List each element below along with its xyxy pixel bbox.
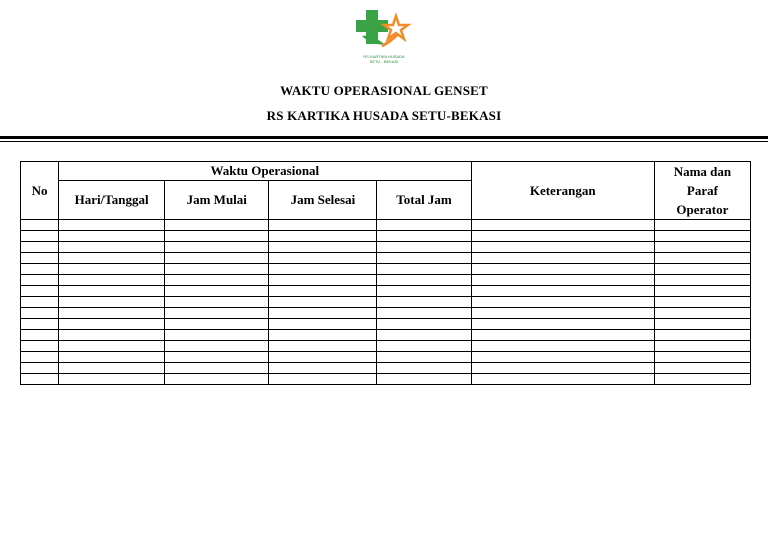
table-row	[21, 308, 751, 319]
table-cell	[21, 231, 59, 242]
table-cell	[59, 253, 165, 264]
green-cross-orange-star-icon	[356, 6, 412, 54]
hospital-logo	[356, 6, 412, 70]
table-cell	[471, 242, 654, 253]
table-cell	[654, 341, 750, 352]
table-cell	[269, 330, 377, 341]
table-cell	[59, 374, 165, 385]
table-row	[21, 242, 751, 253]
table-cell	[377, 330, 471, 341]
table-cell	[59, 286, 165, 297]
table-cell	[471, 297, 654, 308]
table-cell	[59, 275, 165, 286]
document-subtitle: RS KARTIKA HUSADA SETU-BEKASI	[266, 108, 502, 123]
table-cell	[269, 231, 377, 242]
table-cell	[165, 264, 269, 275]
header-nama-line3: Operator	[676, 202, 729, 217]
table-cell	[59, 231, 165, 242]
table-cell	[165, 374, 269, 385]
table-row	[21, 231, 751, 242]
table-cell	[21, 319, 59, 330]
table-cell	[471, 220, 654, 231]
header-nama-paraf-operator	[654, 162, 750, 220]
table-cell	[165, 308, 269, 319]
table-cell	[269, 374, 377, 385]
table-cell	[377, 275, 471, 286]
table-cell	[269, 220, 377, 231]
table-cell	[654, 374, 750, 385]
table-cell	[377, 319, 471, 330]
header-jam-mulai: Jam Mulai	[165, 181, 269, 220]
table-cell	[21, 275, 59, 286]
table-cell	[471, 264, 654, 275]
table-cell	[269, 319, 377, 330]
table-cell	[165, 231, 269, 242]
table-cell	[165, 297, 269, 308]
table-cell	[471, 319, 654, 330]
table-cell	[377, 341, 471, 352]
table-cell	[377, 352, 471, 363]
table-row	[21, 374, 751, 385]
table-cell	[377, 363, 471, 374]
table-row	[21, 352, 751, 363]
header-nama-line2: Paraf	[686, 183, 718, 198]
table-cell	[269, 341, 377, 352]
table-cell	[269, 308, 377, 319]
table-cell	[21, 253, 59, 264]
header-hari-tanggal: Hari/Tanggal	[59, 181, 165, 220]
table-cell	[654, 297, 750, 308]
table-cell	[377, 264, 471, 275]
table-cell	[377, 220, 471, 231]
table-cell	[269, 242, 377, 253]
table-row	[21, 264, 751, 275]
table-cell	[654, 220, 750, 231]
table-cell	[377, 308, 471, 319]
header-nama-line1: Nama dan	[673, 164, 732, 179]
table-row	[21, 363, 751, 374]
table-cell	[471, 341, 654, 352]
table-cell	[59, 363, 165, 374]
header-keterangan: Keterangan	[471, 162, 654, 220]
table-cell	[377, 374, 471, 385]
table-cell	[471, 363, 654, 374]
table-cell	[59, 297, 165, 308]
table-cell	[377, 297, 471, 308]
table-cell	[269, 297, 377, 308]
table-cell	[165, 220, 269, 231]
table-cell	[21, 352, 59, 363]
table-cell	[21, 330, 59, 341]
table-cell	[165, 330, 269, 341]
logo-caption-line1: RS KARTIKA HUSADA	[363, 54, 405, 59]
table-cell	[21, 363, 59, 374]
table-cell	[21, 264, 59, 275]
table-row	[21, 253, 751, 264]
header-rule-thick	[0, 136, 768, 139]
table-cell	[59, 319, 165, 330]
table-cell	[165, 253, 269, 264]
table-cell	[377, 286, 471, 297]
table-cell	[471, 286, 654, 297]
header-rule-thin	[0, 141, 768, 142]
table-cell	[269, 352, 377, 363]
table-cell	[377, 231, 471, 242]
table-cell	[654, 363, 750, 374]
table-row	[21, 341, 751, 352]
table-cell	[654, 275, 750, 286]
table-row	[21, 220, 751, 231]
table-cell	[471, 308, 654, 319]
table-cell	[59, 341, 165, 352]
table-cell	[165, 352, 269, 363]
table-cell	[165, 341, 269, 352]
genset-operation-table	[20, 161, 751, 385]
table-cell	[471, 374, 654, 385]
header-waktu-operasional: Waktu Operasional	[59, 162, 472, 181]
table-cell	[21, 286, 59, 297]
header-jam-selesai: Jam Selesai	[269, 181, 377, 220]
table-cell	[471, 352, 654, 363]
table-cell	[21, 341, 59, 352]
table-cell	[21, 220, 59, 231]
logo-caption-line2: SETU - BEKASI	[369, 59, 399, 64]
table-cell	[377, 242, 471, 253]
table-cell	[165, 275, 269, 286]
table-cell	[59, 330, 165, 341]
table-cell	[471, 275, 654, 286]
table-row	[21, 275, 751, 286]
document-title: WAKTU OPERASIONAL GENSET	[280, 83, 488, 98]
table-cell	[269, 363, 377, 374]
header-no: No	[21, 162, 59, 220]
table-row	[21, 286, 751, 297]
table-cell	[654, 242, 750, 253]
table-cell	[59, 308, 165, 319]
table-cell	[654, 352, 750, 363]
table-cell	[165, 319, 269, 330]
table-row	[21, 297, 751, 308]
table-cell	[471, 253, 654, 264]
table-cell	[654, 231, 750, 242]
table-cell	[654, 308, 750, 319]
table-cell	[269, 253, 377, 264]
table-cell	[269, 275, 377, 286]
table-cell	[471, 330, 654, 341]
table-cell	[654, 319, 750, 330]
table-cell	[269, 286, 377, 297]
table-cell	[269, 264, 377, 275]
table-cell	[377, 253, 471, 264]
table-cell	[165, 242, 269, 253]
table-cell	[654, 264, 750, 275]
table-cell	[654, 286, 750, 297]
table-cell	[654, 330, 750, 341]
table-cell	[21, 297, 59, 308]
table-cell	[165, 286, 269, 297]
table-row	[21, 330, 751, 341]
table-cell	[59, 242, 165, 253]
table-body	[21, 220, 751, 385]
table-cell	[21, 242, 59, 253]
table-cell	[654, 253, 750, 264]
table-cell	[21, 374, 59, 385]
table-cell	[471, 231, 654, 242]
table-cell	[21, 308, 59, 319]
table-row	[21, 319, 751, 330]
header-total-jam: Total Jam	[377, 181, 471, 220]
table-cell	[59, 264, 165, 275]
table-cell	[59, 220, 165, 231]
table-cell	[59, 352, 165, 363]
table-cell	[165, 363, 269, 374]
